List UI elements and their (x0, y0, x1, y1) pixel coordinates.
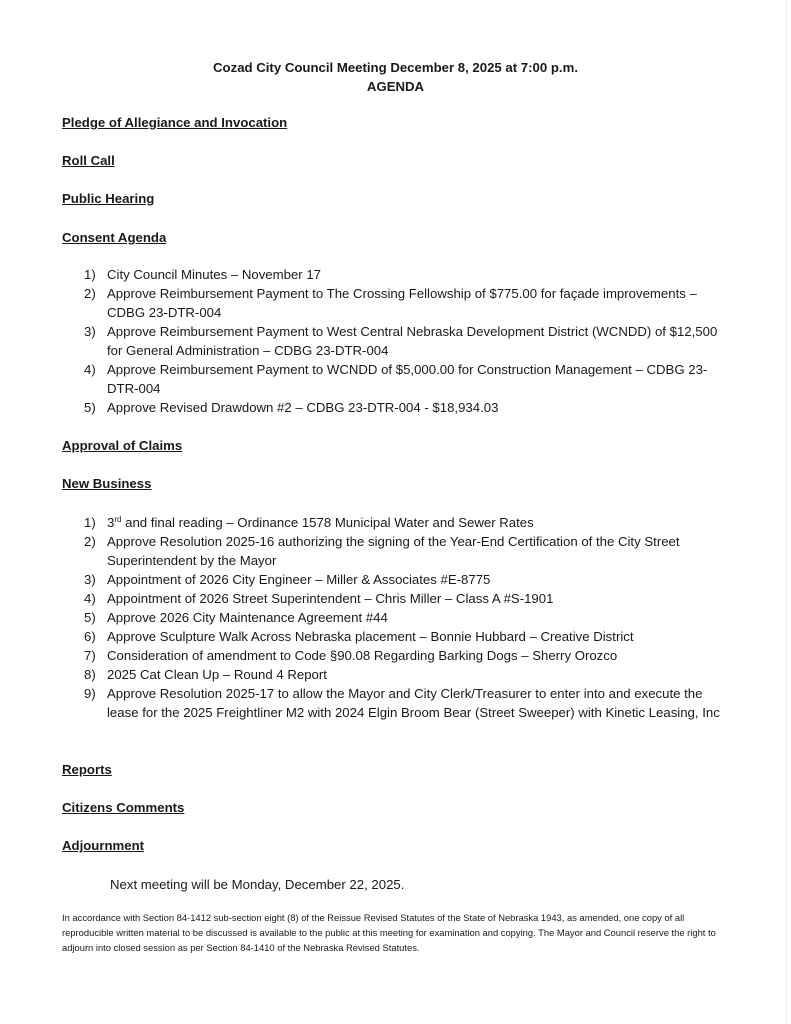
list-item: 7) Consideration of amendment to Code §90.08 Regarding Barking Dogs – Sherry Orozco (84, 648, 618, 663)
list-item: 3) Appointment of 2026 City Engineer – Miller & Associates #E-8775 (84, 572, 491, 587)
consent-agenda-list (84, 265, 724, 417)
new-business-list (84, 513, 724, 722)
list-item: 8) 2025 Cat Clean Up – Round 4 Report (84, 667, 327, 682)
section-roll-call: Roll Call (62, 153, 115, 168)
list-item: 4) Approve Reimbursement Payment to WCNDD of $5,000.00 for Construction Management – CDBG 23-DTR-004 (84, 362, 708, 396)
meeting-title: Cozad City Council Meeting December 8, 2025 at 7:00 p.m. (213, 60, 578, 75)
next-meeting-note: Next meeting will be Monday, December 22, 2025. (110, 877, 405, 892)
section-reports: Reports (62, 762, 112, 777)
section-new-business: New Business (62, 476, 152, 491)
list-item: 9) Approve Resolution 2025-17 to allow the Mayor and City Clerk/Treasurer to enter into and execute the lease for the 2025 Freightliner M2 with 2024 Elgin Broom Bear (Street Sweeper) with Kinetic Leasing, Inc (84, 686, 720, 720)
section-adjournment: Adjournment (62, 838, 145, 853)
section-pledge: Pledge of Allegiance and Invocation (62, 115, 288, 130)
section-public-hearing: Public Hearing (62, 191, 155, 206)
scan-edge-line (786, 0, 787, 1024)
list-item: 4) Appointment of 2026 Street Superintendent – Chris Miller – Class A #S-1901 (84, 591, 554, 606)
section-approval-of-claims: Approval of Claims (62, 438, 183, 453)
list-item: 3) Approve Reimbursement Payment to West Central Nebraska Development District (WCNDD) of $12,500 for General Administration – CDBG 23-DTR-004 (84, 324, 718, 358)
list-item: 2) Approve Reimbursement Payment to The Crossing Fellowship of $775.00 for façade improvements – CDBG 23-DTR-004 (84, 286, 697, 320)
list-item: 1) 3rd and final reading – Ordinance 1578 Municipal Water and Sewer Rates (84, 515, 534, 530)
section-consent-agenda: Consent Agenda (62, 230, 167, 245)
list-item: 1) City Council Minutes – November 17 (84, 267, 322, 282)
list-item: 5) Approve 2026 City Maintenance Agreement #44 (84, 610, 388, 625)
legal-footnote: In accordance with Section 84-1412 sub-section eight (8) of the Reissue Revised Statutes of the State of Nebraska 1943, as amended, one copy of all reproducible written material to be discussed is available to the public at this meeting for examination and copying. The Mayor and Council reserve the right to adjourn into closed session as per Section 84-1410 of the Nebraska Revised Statutes. (62, 912, 716, 953)
list-item: 6) Approve Sculpture Walk Across Nebraska placement – Bonnie Hubbard – Creative District (84, 629, 634, 644)
list-item: 2) Approve Resolution 2025-16 authorizing the signing of the Year-End Certification of the City Street Superintendent by the Mayor (84, 534, 680, 568)
list-item: 5) Approve Revised Drawdown #2 – CDBG 23-DTR-004 - $18,934.03 (84, 400, 499, 415)
section-citizens-comments: Citizens Comments (62, 800, 185, 815)
agenda-heading: AGENDA (366, 79, 425, 94)
